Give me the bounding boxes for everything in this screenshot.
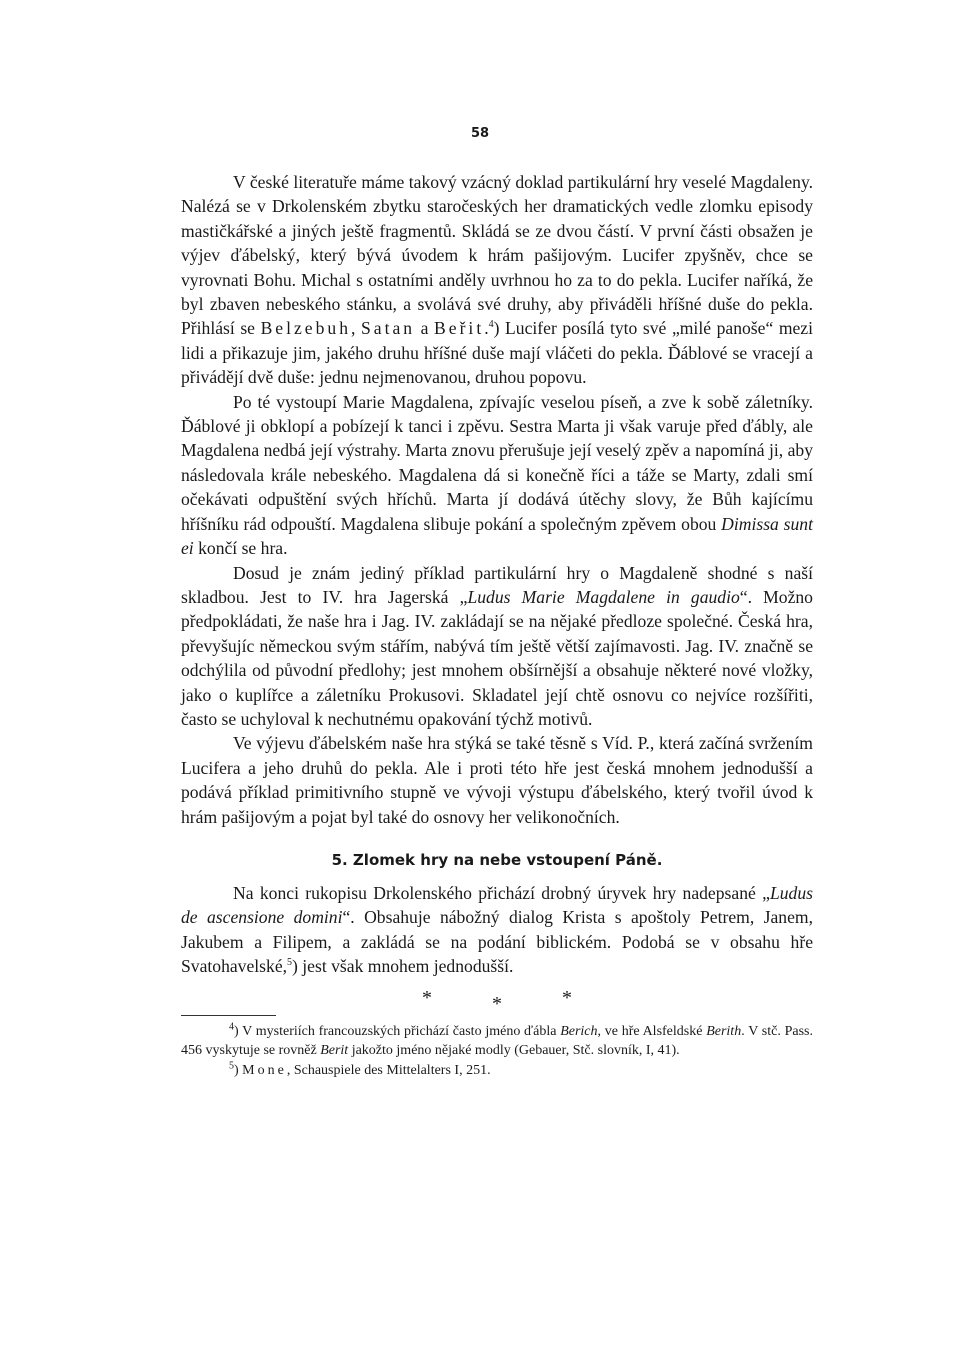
page-number: 58: [470, 126, 490, 141]
footnote-ref-5: 5: [287, 957, 293, 969]
main-text: [181, 170, 813, 1080]
footnote-4: [181, 1022, 813, 1061]
paragraph-jagerska: [181, 561, 813, 732]
paragraph-ascension: [181, 881, 813, 979]
text-run: , ve hře Alsfeldské: [597, 1023, 707, 1039]
text-run: Na konci rukopisu Drkolenského přichází drobný úryvek hry nadepsané „: [233, 882, 770, 903]
footnote-marker: 5: [229, 1059, 234, 1071]
text-run: . V stč. Pass. 456 vyskytuje se rovněž: [181, 1023, 813, 1059]
text-run: jakožto jméno nějaké modly (Gebauer, Stč. slovník, I, 41).: [348, 1043, 680, 1059]
paragraph-vid-p: Ve výjevu ďábelském naše hra stýká se také těsně s Víd. P., která začíná svržením Lucifera a jeho druhů do pekla. Ale i proti této hře jest česká mnohem jednodušší a podává příklad primitivního stupně ve vývoji výstupu ďábelského, který tvořil úvod k hrám pašijovým a pojat byl také do osnovy her velikonočních.: [181, 733, 813, 827]
text-run: ) Lucifer posílá tyto své „milé panoše“ mezi lidi a přikazuje jim, jakého druhu hříšné duše mají vláčeti do pekla. Ďáblové se vracejí a přivádějí dvě duše: jednu nejmenovanou, druhou popovu.: [181, 318, 814, 388]
author-mone: Mone: [242, 1062, 287, 1078]
text-run: a: [415, 318, 435, 339]
italic-latin: Dimissa sunt ei: [181, 513, 813, 559]
footnote-rule: [181, 1015, 276, 1016]
text-run: “. Možno předpokládati, že naše hra i Jag. IV. zakládají se na nějaké předloze společné. Česká hra, převyšujíc německou svým stářím, nabývá tím ještě větší zajímavosti. Jag. IV. značně se odchýlila od původní předlohy; jest mnohem obšírnější a obsahuje některé nové vložky, jako o kuplířce a záletníku Prokusovi. Skladatel její chtě osnovu co nejvíce rozšířiti, často se uchyloval k nechutnému opakování týchž motivů.: [181, 586, 813, 729]
text-run: V české literatuře máme takový vzácný doklad partikulární hry veselé Magdaleny. Nalézá se v Drkolenském zbytku staročeských her dramatických vedle zlomku episody mastičkářské a jiných ještě fragmentů. Skládá se ze dvou částí. V první části obsažen je výjev ďábelský, který bývá úvodem k hrám pašijovým. Lucifer zpyšněv, chce se vyrovnati Bohu. Michal s ostatními anděly uvrhnou ho za to do pekla. Lucifer naříká, že byl zbaven nebeského stánku, a svolává své druhy, aby přiváděli hříšné duše do pekla. Přihlásí se: [181, 172, 813, 339]
text-run: končí se hra.: [193, 538, 288, 559]
text-run: Dosud je znám jediný příklad partikulární hry o Magdaleně shodné s naší skladbou. Jest to IV. hra Jagerská „: [181, 562, 813, 607]
text-run: , Schauspiele des Mittelalters I, 251.: [286, 1062, 491, 1078]
name-berit: Beřit: [434, 318, 485, 339]
asterisk: *: [562, 986, 572, 1009]
text-run: ): [234, 1062, 243, 1078]
text-run: ,: [351, 318, 361, 339]
footnote-5: [181, 1061, 813, 1081]
text-run: ) V mysteriích francouzských přichází často jméno ďábla: [234, 1023, 561, 1039]
italic-title: Ludus de ascensione domini: [181, 882, 813, 928]
italic-name: Berich: [560, 1023, 598, 1039]
asterisk: *: [492, 992, 502, 1015]
text-run: .: [484, 318, 489, 339]
text-run: Po té vystoupí Marie Magdalena, zpívajíc veselou píseň, a zve k sobě záletníky. Ďáblové ji obklopí a pobízejí k tanci i zpěvu. Sestra Marta ji však varuje před ďábly, ale Magdalena nedbá její výstrahy. Marta znovu přerušuje její veselý zpěv a napomíná ji, aby následovala krále nebeského. Magdalena dá si konečně říci a táže se Marty, zdali smí očekávati odpuštění svých hříchů. Marta jí dodává útěchy slovy, že Bůh kajícímu hříšníku rád odpouští. Magdalena slibuje pokání a společným zpěvem obou: [181, 391, 813, 534]
section-separator: [181, 987, 813, 1013]
footnote-marker: 4: [229, 1020, 234, 1032]
text-run: “. Obsahuje nábožný dialog Krista s apoštoly Petrem, Janem, Jakubem a Filipem, a zakládá se na podání biblickém. Podobá se v obsahu hře Svatohavelské,: [181, 907, 813, 977]
text-run: ) jest však mnohem jednodušší.: [292, 956, 514, 977]
name-belzebuh: Belzebuh: [260, 318, 352, 339]
italic-name: Berith: [706, 1023, 742, 1039]
italic-name: Berit: [320, 1043, 349, 1059]
section-heading: 5. Zlomek hry na nebe vstoupení Páně.: [331, 850, 663, 869]
paragraph-magdalena: [181, 390, 813, 561]
footnote-ref-4: 4: [488, 319, 494, 331]
italic-title: Ludus Marie Magdalene in gaudio: [467, 586, 740, 607]
name-satan: Satan: [360, 318, 416, 339]
asterisk: *: [422, 986, 432, 1009]
paragraph-devil-scene: [181, 170, 813, 390]
